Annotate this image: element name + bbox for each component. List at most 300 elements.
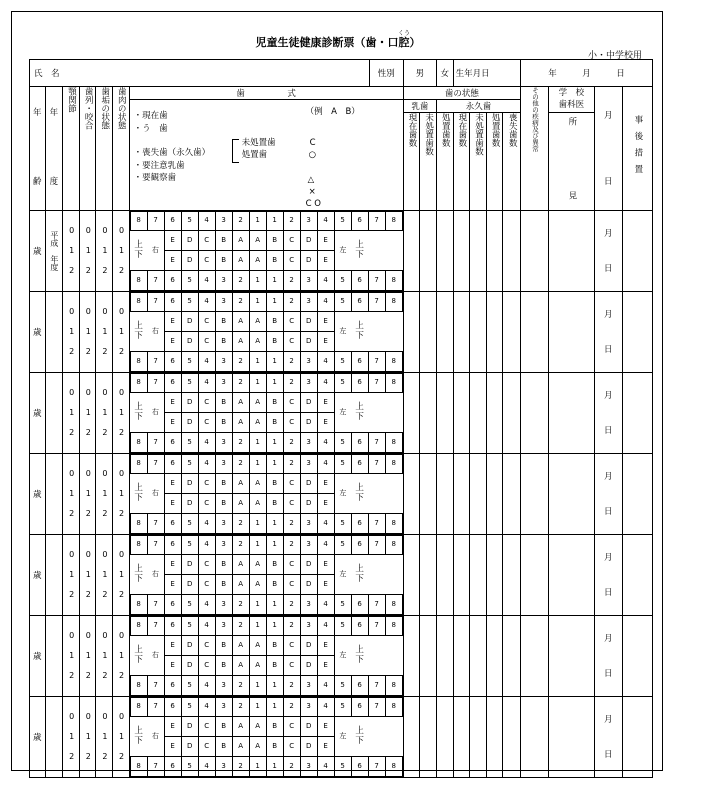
tooth-cell[interactable]: 3: [215, 433, 232, 452]
baby-tooth-cell[interactable]: A: [249, 635, 266, 655]
baby-tooth-cell[interactable]: D: [181, 331, 198, 351]
perm-treated-cell[interactable]: [486, 372, 503, 453]
age-cell[interactable]: 歳: [30, 210, 46, 291]
tooth-cell[interactable]: 8: [385, 697, 402, 716]
occlusion-scale[interactable]: 0 1 2: [79, 210, 96, 291]
baby-treated-cell[interactable]: [436, 291, 453, 372]
baby-tooth-cell[interactable]: B: [266, 716, 283, 736]
tooth-cell[interactable]: 1: [249, 697, 266, 716]
perm-present-cell[interactable]: [453, 696, 470, 777]
baby-tooth-cell[interactable]: B: [215, 736, 232, 756]
tooth-cell[interactable]: 8: [130, 514, 147, 533]
tooth-cell[interactable]: 3: [300, 595, 317, 614]
tooth-cell[interactable]: 1: [266, 535, 283, 554]
tooth-cell[interactable]: 2: [232, 373, 249, 392]
baby-tooth-cell[interactable]: E: [317, 473, 334, 493]
tooth-cell[interactable]: 5: [181, 535, 198, 554]
tooth-cell[interactable]: 2: [283, 757, 300, 776]
tooth-cell[interactable]: 7: [368, 373, 385, 392]
tooth-cell[interactable]: 3: [215, 535, 232, 554]
tooth-cell[interactable]: 4: [317, 616, 334, 635]
tooth-cell[interactable]: 7: [147, 616, 164, 635]
baby-tooth-cell[interactable]: C: [198, 635, 215, 655]
tooth-cell[interactable]: 3: [300, 292, 317, 311]
tooth-cell[interactable]: 8: [130, 697, 147, 716]
baby-present-cell[interactable]: [403, 372, 420, 453]
tooth-cell[interactable]: 3: [300, 352, 317, 371]
occlusion-scale[interactable]: 0 1 2: [79, 615, 96, 696]
followup-cell[interactable]: [622, 696, 652, 777]
plaque-scale[interactable]: 0 1 2: [96, 696, 113, 777]
baby-tooth-cell[interactable]: B: [266, 655, 283, 675]
baby-tooth-cell[interactable]: C: [198, 473, 215, 493]
baby-tooth-cell[interactable]: B: [266, 493, 283, 513]
tooth-cell[interactable]: 5: [334, 373, 351, 392]
baby-tooth-cell[interactable]: E: [164, 493, 181, 513]
baby-tooth-cell[interactable]: C: [198, 250, 215, 270]
perm-lost-cell[interactable]: [503, 372, 521, 453]
date-cell[interactable]: 月 日: [594, 372, 622, 453]
age-cell[interactable]: 歳: [30, 615, 46, 696]
gum-scale[interactable]: 0 1 2: [113, 453, 130, 534]
tooth-cell[interactable]: 6: [351, 373, 368, 392]
tooth-cell[interactable]: 3: [300, 373, 317, 392]
followup-cell[interactable]: [622, 534, 652, 615]
baby-tooth-cell[interactable]: A: [232, 493, 249, 513]
baby-tooth-cell[interactable]: D: [181, 736, 198, 756]
baby-tooth-cell[interactable]: E: [317, 311, 334, 331]
tooth-cell[interactable]: 6: [164, 211, 181, 230]
baby-tooth-cell[interactable]: E: [164, 412, 181, 432]
tooth-cell[interactable]: 2: [232, 535, 249, 554]
tooth-cell[interactable]: 2: [232, 757, 249, 776]
tooth-cell[interactable]: 6: [164, 616, 181, 635]
followup-cell[interactable]: [622, 615, 652, 696]
baby-tooth-cell[interactable]: E: [317, 250, 334, 270]
tooth-cell[interactable]: 1: [249, 271, 266, 290]
tooth-cell[interactable]: 4: [198, 514, 215, 533]
tooth-cell[interactable]: 2: [283, 514, 300, 533]
tooth-cell[interactable]: 5: [181, 373, 198, 392]
tooth-cell[interactable]: 8: [130, 595, 147, 614]
tooth-cell[interactable]: 6: [351, 433, 368, 452]
tooth-cell[interactable]: 6: [351, 535, 368, 554]
tooth-cell[interactable]: 3: [300, 433, 317, 452]
tooth-cell[interactable]: 5: [181, 433, 198, 452]
tooth-cell[interactable]: 8: [130, 352, 147, 371]
tooth-cell[interactable]: 7: [147, 271, 164, 290]
tmj-scale[interactable]: 0 1 2: [63, 615, 80, 696]
baby-tooth-cell[interactable]: C: [198, 716, 215, 736]
tmj-scale[interactable]: 0 1 2: [63, 372, 80, 453]
tooth-cell[interactable]: 3: [300, 271, 317, 290]
tooth-cell[interactable]: 5: [181, 697, 198, 716]
perm-present-cell[interactable]: [453, 615, 470, 696]
age-cell[interactable]: 歳: [30, 291, 46, 372]
tooth-cell[interactable]: 2: [232, 211, 249, 230]
tooth-cell[interactable]: 2: [232, 454, 249, 473]
baby-tooth-cell[interactable]: C: [198, 493, 215, 513]
baby-tooth-cell[interactable]: C: [198, 230, 215, 250]
baby-tooth-cell[interactable]: A: [249, 473, 266, 493]
baby-tooth-cell[interactable]: A: [249, 392, 266, 412]
perm-treated-cell[interactable]: [486, 696, 503, 777]
plaque-scale[interactable]: 0 1 2: [96, 615, 113, 696]
tooth-cell[interactable]: 1: [266, 514, 283, 533]
tmj-scale[interactable]: 0 1 2: [63, 291, 80, 372]
tooth-cell[interactable]: 4: [317, 757, 334, 776]
baby-tooth-cell[interactable]: C: [198, 554, 215, 574]
findings-cell[interactable]: [549, 291, 595, 372]
baby-tooth-cell[interactable]: E: [317, 574, 334, 594]
plaque-scale[interactable]: 0 1 2: [96, 291, 113, 372]
tooth-cell[interactable]: 4: [198, 292, 215, 311]
tooth-cell[interactable]: 6: [164, 373, 181, 392]
tooth-cell[interactable]: 3: [215, 757, 232, 776]
tooth-cell[interactable]: 5: [181, 757, 198, 776]
tooth-cell[interactable]: 6: [351, 514, 368, 533]
baby-tooth-cell[interactable]: D: [300, 311, 317, 331]
tooth-cell[interactable]: 2: [283, 211, 300, 230]
baby-tooth-cell[interactable]: A: [232, 635, 249, 655]
findings-cell[interactable]: [549, 210, 595, 291]
perm-lost-cell[interactable]: [503, 615, 521, 696]
tooth-cell[interactable]: 3: [300, 676, 317, 695]
tooth-cell[interactable]: 8: [385, 211, 402, 230]
baby-tooth-cell[interactable]: E: [317, 392, 334, 412]
tooth-cell[interactable]: 7: [147, 595, 164, 614]
perm-untreated-cell[interactable]: [470, 372, 487, 453]
tooth-cell[interactable]: 5: [334, 271, 351, 290]
baby-tooth-cell[interactable]: B: [215, 635, 232, 655]
tooth-cell[interactable]: 3: [300, 757, 317, 776]
tooth-cell[interactable]: 3: [215, 373, 232, 392]
gum-scale[interactable]: 0 1 2: [113, 210, 130, 291]
tooth-cell[interactable]: 4: [198, 211, 215, 230]
tooth-cell[interactable]: 8: [130, 676, 147, 695]
tooth-cell[interactable]: 7: [368, 352, 385, 371]
baby-tooth-cell[interactable]: B: [215, 230, 232, 250]
tooth-cell[interactable]: 4: [317, 535, 334, 554]
baby-tooth-cell[interactable]: E: [164, 311, 181, 331]
tooth-cell[interactable]: 5: [334, 433, 351, 452]
tooth-cell[interactable]: 1: [249, 211, 266, 230]
tooth-cell[interactable]: 6: [351, 676, 368, 695]
tooth-cell[interactable]: 5: [334, 292, 351, 311]
tooth-cell[interactable]: 5: [334, 535, 351, 554]
year-cell[interactable]: [45, 534, 63, 615]
baby-tooth-cell[interactable]: B: [215, 412, 232, 432]
perm-present-cell[interactable]: [453, 210, 470, 291]
date-cell[interactable]: 月 日: [594, 291, 622, 372]
tooth-cell[interactable]: 7: [147, 757, 164, 776]
name-field[interactable]: 氏 名 性別: [30, 60, 404, 87]
baby-treated-cell[interactable]: [436, 534, 453, 615]
other-disease-cell[interactable]: [521, 615, 549, 696]
gum-scale[interactable]: 0 1 2: [113, 696, 130, 777]
tooth-cell[interactable]: 5: [334, 211, 351, 230]
tooth-cell[interactable]: 4: [198, 454, 215, 473]
baby-tooth-cell[interactable]: C: [283, 635, 300, 655]
baby-tooth-cell[interactable]: A: [232, 655, 249, 675]
baby-tooth-cell[interactable]: E: [317, 230, 334, 250]
tooth-cell[interactable]: 5: [181, 454, 198, 473]
year-cell[interactable]: [45, 615, 63, 696]
baby-tooth-cell[interactable]: D: [300, 230, 317, 250]
tooth-cell[interactable]: 3: [300, 211, 317, 230]
tooth-cell[interactable]: 4: [317, 676, 334, 695]
perm-untreated-cell[interactable]: [470, 696, 487, 777]
perm-lost-cell[interactable]: [503, 696, 521, 777]
baby-tooth-cell[interactable]: E: [164, 392, 181, 412]
tooth-cell[interactable]: 3: [215, 514, 232, 533]
baby-untreated-cell[interactable]: [420, 210, 437, 291]
baby-untreated-cell[interactable]: [420, 291, 437, 372]
tooth-cell[interactable]: 4: [198, 433, 215, 452]
baby-tooth-cell[interactable]: B: [266, 736, 283, 756]
tooth-cell[interactable]: 8: [130, 616, 147, 635]
other-disease-cell[interactable]: [521, 210, 549, 291]
baby-tooth-cell[interactable]: B: [215, 493, 232, 513]
tooth-cell[interactable]: 7: [147, 373, 164, 392]
baby-tooth-cell[interactable]: D: [300, 574, 317, 594]
tooth-cell[interactable]: 2: [232, 352, 249, 371]
gum-scale[interactable]: 0 1 2: [113, 291, 130, 372]
baby-tooth-cell[interactable]: B: [215, 655, 232, 675]
tooth-cell[interactable]: 7: [147, 292, 164, 311]
baby-tooth-cell[interactable]: E: [317, 716, 334, 736]
baby-tooth-cell[interactable]: D: [300, 331, 317, 351]
baby-tooth-cell[interactable]: A: [232, 230, 249, 250]
baby-tooth-cell[interactable]: C: [283, 331, 300, 351]
tooth-cell[interactable]: 5: [181, 595, 198, 614]
tooth-cell[interactable]: 6: [351, 211, 368, 230]
baby-tooth-cell[interactable]: A: [249, 655, 266, 675]
other-disease-cell[interactable]: [521, 696, 549, 777]
baby-tooth-cell[interactable]: E: [164, 230, 181, 250]
plaque-scale[interactable]: 0 1 2: [96, 534, 113, 615]
tooth-cell[interactable]: 7: [368, 292, 385, 311]
tooth-cell[interactable]: 5: [181, 616, 198, 635]
tooth-cell[interactable]: 7: [368, 433, 385, 452]
tooth-cell[interactable]: 1: [249, 454, 266, 473]
tooth-cell[interactable]: 4: [317, 352, 334, 371]
baby-tooth-cell[interactable]: A: [249, 230, 266, 250]
tooth-cell[interactable]: 4: [198, 271, 215, 290]
tooth-cell[interactable]: 8: [130, 433, 147, 452]
tooth-cell[interactable]: 4: [198, 595, 215, 614]
baby-tooth-cell[interactable]: A: [232, 392, 249, 412]
tmj-scale[interactable]: 0 1 2: [63, 696, 80, 777]
tooth-cell[interactable]: 8: [385, 616, 402, 635]
tooth-cell[interactable]: 8: [130, 292, 147, 311]
tooth-cell[interactable]: 6: [351, 292, 368, 311]
tooth-cell[interactable]: 8: [130, 271, 147, 290]
followup-cell[interactable]: [622, 210, 652, 291]
perm-present-cell[interactable]: [453, 453, 470, 534]
baby-tooth-cell[interactable]: A: [249, 250, 266, 270]
baby-tooth-cell[interactable]: D: [300, 392, 317, 412]
tooth-cell[interactable]: 6: [164, 271, 181, 290]
baby-tooth-cell[interactable]: C: [283, 655, 300, 675]
tooth-cell[interactable]: 8: [130, 211, 147, 230]
baby-tooth-cell[interactable]: C: [283, 554, 300, 574]
baby-present-cell[interactable]: [403, 453, 420, 534]
findings-cell[interactable]: [549, 372, 595, 453]
baby-tooth-cell[interactable]: B: [215, 392, 232, 412]
tooth-cell[interactable]: 1: [266, 211, 283, 230]
tooth-cell[interactable]: 5: [334, 454, 351, 473]
tooth-cell[interactable]: 4: [317, 271, 334, 290]
tooth-cell[interactable]: 2: [283, 676, 300, 695]
baby-tooth-cell[interactable]: D: [181, 655, 198, 675]
tooth-cell[interactable]: 1: [266, 757, 283, 776]
tooth-cell[interactable]: 8: [385, 757, 402, 776]
tooth-cell[interactable]: 7: [147, 697, 164, 716]
baby-tooth-cell[interactable]: B: [266, 250, 283, 270]
tooth-cell[interactable]: 6: [164, 454, 181, 473]
baby-tooth-cell[interactable]: A: [232, 554, 249, 574]
tooth-cell[interactable]: 6: [351, 697, 368, 716]
baby-tooth-cell[interactable]: C: [198, 311, 215, 331]
tooth-cell[interactable]: 5: [334, 697, 351, 716]
baby-tooth-cell[interactable]: E: [164, 736, 181, 756]
baby-tooth-cell[interactable]: B: [215, 716, 232, 736]
gum-scale[interactable]: 0 1 2: [113, 615, 130, 696]
tooth-cell[interactable]: 7: [368, 514, 385, 533]
baby-tooth-cell[interactable]: B: [266, 412, 283, 432]
baby-tooth-cell[interactable]: D: [181, 473, 198, 493]
baby-tooth-cell[interactable]: E: [164, 250, 181, 270]
tooth-cell[interactable]: 5: [334, 514, 351, 533]
baby-untreated-cell[interactable]: [420, 372, 437, 453]
tooth-cell[interactable]: 4: [317, 373, 334, 392]
followup-cell[interactable]: [622, 291, 652, 372]
birth-date-field[interactable]: 年 月 日: [521, 60, 653, 87]
baby-tooth-cell[interactable]: B: [266, 473, 283, 493]
tooth-cell[interactable]: 1: [266, 352, 283, 371]
tooth-cell[interactable]: 4: [317, 697, 334, 716]
baby-untreated-cell[interactable]: [420, 696, 437, 777]
findings-cell[interactable]: [549, 453, 595, 534]
occlusion-scale[interactable]: 0 1 2: [79, 696, 96, 777]
age-cell[interactable]: 歳: [30, 372, 46, 453]
baby-treated-cell[interactable]: [436, 210, 453, 291]
baby-tooth-cell[interactable]: B: [215, 331, 232, 351]
tooth-cell[interactable]: 1: [266, 697, 283, 716]
tooth-cell[interactable]: 6: [164, 535, 181, 554]
tooth-cell[interactable]: 7: [368, 616, 385, 635]
tooth-cell[interactable]: 2: [232, 514, 249, 533]
tooth-cell[interactable]: 3: [215, 352, 232, 371]
baby-tooth-cell[interactable]: D: [181, 392, 198, 412]
year-cell[interactable]: [45, 696, 63, 777]
baby-tooth-cell[interactable]: D: [300, 655, 317, 675]
perm-lost-cell[interactable]: [503, 534, 521, 615]
tooth-cell[interactable]: 6: [164, 697, 181, 716]
followup-cell[interactable]: [622, 453, 652, 534]
perm-present-cell[interactable]: [453, 372, 470, 453]
tooth-cell[interactable]: 6: [164, 514, 181, 533]
baby-tooth-cell[interactable]: D: [181, 311, 198, 331]
tooth-cell[interactable]: 6: [351, 454, 368, 473]
tooth-cell[interactable]: 7: [147, 433, 164, 452]
baby-tooth-cell[interactable]: C: [198, 331, 215, 351]
baby-tooth-cell[interactable]: B: [266, 311, 283, 331]
date-cell[interactable]: 月 日: [594, 615, 622, 696]
tooth-cell[interactable]: 2: [283, 373, 300, 392]
baby-tooth-cell[interactable]: A: [249, 736, 266, 756]
tooth-cell[interactable]: 8: [385, 271, 402, 290]
baby-tooth-cell[interactable]: C: [198, 412, 215, 432]
tooth-cell[interactable]: 8: [130, 373, 147, 392]
tooth-cell[interactable]: 2: [283, 535, 300, 554]
tooth-cell[interactable]: 3: [215, 454, 232, 473]
baby-present-cell[interactable]: [403, 615, 420, 696]
tooth-cell[interactable]: 7: [368, 454, 385, 473]
baby-tooth-cell[interactable]: D: [300, 716, 317, 736]
baby-tooth-cell[interactable]: B: [215, 311, 232, 331]
followup-cell[interactable]: [622, 372, 652, 453]
tooth-cell[interactable]: 8: [130, 757, 147, 776]
tooth-cell[interactable]: 8: [130, 454, 147, 473]
baby-present-cell[interactable]: [403, 210, 420, 291]
tooth-cell[interactable]: 4: [317, 514, 334, 533]
tooth-cell[interactable]: 5: [334, 676, 351, 695]
baby-treated-cell[interactable]: [436, 453, 453, 534]
tooth-cell[interactable]: 3: [300, 616, 317, 635]
perm-untreated-cell[interactable]: [470, 534, 487, 615]
tooth-cell[interactable]: 8: [385, 535, 402, 554]
year-cell[interactable]: [45, 453, 63, 534]
baby-tooth-cell[interactable]: D: [181, 250, 198, 270]
baby-present-cell[interactable]: [403, 534, 420, 615]
other-disease-cell[interactable]: [521, 291, 549, 372]
tooth-cell[interactable]: 5: [334, 616, 351, 635]
tooth-cell[interactable]: 4: [198, 697, 215, 716]
age-cell[interactable]: 歳: [30, 696, 46, 777]
tooth-cell[interactable]: 5: [334, 352, 351, 371]
tooth-cell[interactable]: 5: [181, 676, 198, 695]
plaque-scale[interactable]: 0 1 2: [96, 210, 113, 291]
baby-tooth-cell[interactable]: A: [249, 412, 266, 432]
tooth-cell[interactable]: 1: [249, 595, 266, 614]
tooth-cell[interactable]: 1: [249, 616, 266, 635]
tooth-cell[interactable]: 7: [368, 697, 385, 716]
baby-tooth-cell[interactable]: E: [317, 736, 334, 756]
tooth-cell[interactable]: 7: [147, 211, 164, 230]
baby-treated-cell[interactable]: [436, 615, 453, 696]
baby-untreated-cell[interactable]: [420, 453, 437, 534]
baby-treated-cell[interactable]: [436, 696, 453, 777]
tooth-cell[interactable]: 6: [164, 676, 181, 695]
tooth-cell[interactable]: 2: [232, 271, 249, 290]
tooth-cell[interactable]: 7: [368, 535, 385, 554]
tooth-cell[interactable]: 3: [215, 676, 232, 695]
tooth-cell[interactable]: 2: [283, 352, 300, 371]
age-cell[interactable]: 歳: [30, 453, 46, 534]
year-cell[interactable]: [45, 291, 63, 372]
year-cell[interactable]: 平成 年度: [45, 210, 63, 291]
tooth-cell[interactable]: 2: [283, 292, 300, 311]
baby-tooth-cell[interactable]: E: [164, 655, 181, 675]
baby-tooth-cell[interactable]: C: [283, 473, 300, 493]
tooth-cell[interactable]: 3: [300, 535, 317, 554]
baby-tooth-cell[interactable]: B: [215, 554, 232, 574]
tooth-cell[interactable]: 2: [283, 271, 300, 290]
tooth-cell[interactable]: 1: [266, 292, 283, 311]
tooth-cell[interactable]: 1: [249, 433, 266, 452]
